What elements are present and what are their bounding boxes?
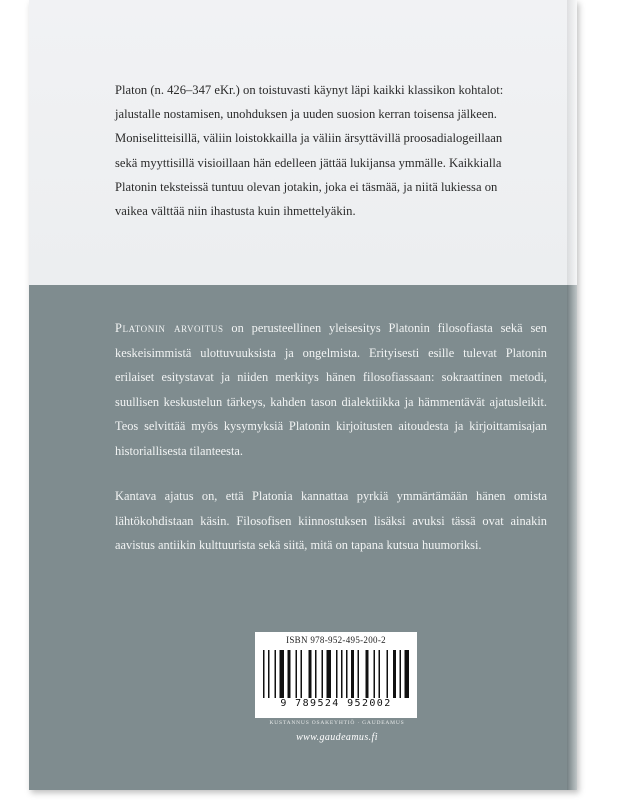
blurb-line: jalustalle nostamisen, unohduksen ja uuden suosion kerran toisensa jälkeen. [115, 107, 497, 122]
upper-panel [29, 0, 577, 285]
description-paragraph-1 [115, 316, 547, 463]
blurb-line: vaikea välttää niin ihastusta kuin ihmettelyäkin. [115, 204, 356, 219]
barcode-number: 9 789524 952002 [280, 698, 392, 709]
barcode-label [255, 632, 417, 718]
book-back-cover [29, 0, 577, 790]
isbn-text: ISBN 978-952-495-200-2 [286, 635, 386, 645]
cover-edge [567, 0, 577, 790]
blurb-line: Moniselitteisillä, väliin loistokkailla ja väliin ärsyttävillä proosadialogeillaan [115, 131, 503, 146]
blurb-text [115, 78, 545, 223]
blurb-line: Platon (n. 426–347 eKr.) on toistuvasti käynyt läpi kaikki klassikon kohtalot: [115, 83, 504, 97]
description-paragraph-2: Kantava ajatus on, että Platonia kannattaa pyrkiä ymmärtämään hänen omista lähtökohdistaan käsin. Filosofisen kiinnostuksen lisäksi avuksi tässä ovat ainakin aavistus antiikin kulttuurista sekä siitä, mitä on tapana kutsua huumoriksi. [115, 489, 547, 552]
publisher-website: www.gaudeamus.fi [296, 732, 378, 743]
book-title-inline: Platonin arvoitus [115, 321, 224, 335]
description-paragraph-1-body: on perusteellinen yleisesitys Platonin filosofiasta sekä sen keskeisimmistä ulottuvuuksista ja ongelmista. Erityisesti esille tulevat Platonin erilaiset esitystavat ja niiden merkitys hänen filosofiassaan: sokraattinen metodi, suullisen keskustelun tärkeys, kahden tason dialektiikka ja hämmentävät ajatusleikit. Teos selvittää myös kysymyksiä Platonin kirjoitusten aitoudesta ja kirjoittamisajan historiallisesta tilanteesta. [115, 321, 547, 458]
barcode-icon [263, 650, 409, 698]
description-text [115, 316, 547, 558]
publisher-name: KUSTANNUS OSAKEYHTIÖ · GAUDEAMUS [269, 720, 405, 726]
blurb-line: sekä myyttisillä visioillaan hän edelleen jättää lukijansa ymmälle. Kaikkialla [115, 155, 502, 170]
blurb-line: Platonin teksteissä tuntuu olevan jotakin, joka ei täsmää, ja niitä lukiessa on [115, 179, 498, 194]
